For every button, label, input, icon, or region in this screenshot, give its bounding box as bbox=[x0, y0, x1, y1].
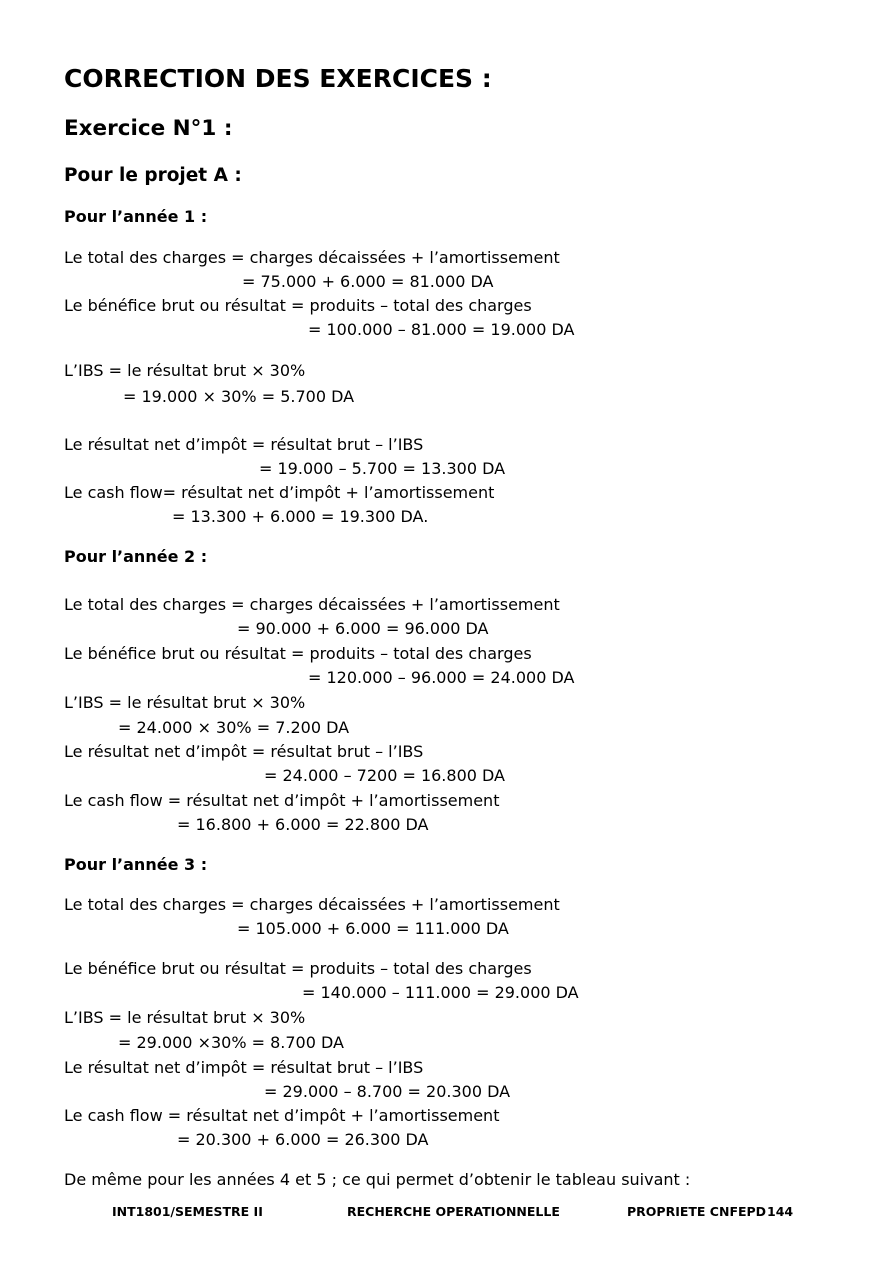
year3-net-result-calc: = 29.000 – 8.700 = 20.300 DA bbox=[264, 1082, 511, 1101]
project-heading: Pour le projet A : bbox=[64, 165, 242, 186]
year2-total-charges-calc: = 90.000 + 6.000 = 96.000 DA bbox=[237, 619, 489, 638]
year2-ibs: L’IBS = le résultat brut × 30% bbox=[64, 693, 306, 712]
year1-ibs: L’IBS = le résultat brut × 30% bbox=[64, 361, 306, 380]
year2-heading: Pour l’année 2 : bbox=[64, 547, 208, 566]
page-number: 144 bbox=[767, 1204, 794, 1219]
exercise-heading: Exercice N°1 : bbox=[64, 116, 233, 141]
year3-total-charges: Le total des charges = charges décaissées + l’amortissement bbox=[64, 895, 560, 914]
year2-total-charges: Le total des charges = charges décaissées + l’amortissement bbox=[64, 595, 560, 614]
year3-cash-flow: Le cash flow = résultat net d’impôt + l’amortissement bbox=[64, 1106, 500, 1125]
closing-sentence: De même pour les années 4 et 5 ; ce qui permet d’obtenir le tableau suivant : bbox=[64, 1170, 691, 1189]
year1-gross-profit-calc: = 100.000 – 81.000 = 19.000 DA bbox=[308, 320, 575, 339]
year2-net-result-calc: = 24.000 – 7200 = 16.800 DA bbox=[264, 766, 505, 785]
year3-gross-profit: Le bénéfice brut ou résultat = produits – total des charges bbox=[64, 959, 532, 978]
year1-total-charges: Le total des charges = charges décaissées + l’amortissement bbox=[64, 248, 560, 267]
year3-net-result: Le résultat net d’impôt = résultat brut – l’IBS bbox=[64, 1058, 424, 1077]
page-title: CORRECTION DES EXERCICES : bbox=[64, 64, 492, 93]
year2-cash-flow: Le cash flow = résultat net d’impôt + l’amortissement bbox=[64, 791, 500, 810]
year3-ibs: L’IBS = le résultat brut × 30% bbox=[64, 1008, 306, 1027]
year2-cash-flow-calc: = 16.800 + 6.000 = 22.800 DA bbox=[177, 815, 429, 834]
year3-gross-profit-calc: = 140.000 – 111.000 = 29.000 DA bbox=[302, 983, 579, 1002]
year1-net-result-calc: = 19.000 – 5.700 = 13.300 DA bbox=[259, 459, 506, 478]
year3-ibs-calc: = 29.000 ×30% = 8.700 DA bbox=[118, 1033, 344, 1052]
year3-cash-flow-calc: = 20.300 + 6.000 = 26.300 DA bbox=[177, 1130, 429, 1149]
year1-net-result: Le résultat net d’impôt = résultat brut – l’IBS bbox=[64, 435, 424, 454]
footer-subject: RECHERCHE OPERATIONNELLE bbox=[347, 1204, 560, 1219]
footer-course: INT1801/SEMESTRE II bbox=[112, 1204, 263, 1219]
year2-gross-profit: Le bénéfice brut ou résultat = produits – total des charges bbox=[64, 644, 532, 663]
year2-gross-profit-calc: = 120.000 – 96.000 = 24.000 DA bbox=[308, 668, 575, 687]
year3-total-charges-calc: = 105.000 + 6.000 = 111.000 DA bbox=[237, 919, 509, 938]
year2-ibs-calc: = 24.000 × 30% = 7.200 DA bbox=[118, 718, 350, 737]
year3-heading: Pour l’année 3 : bbox=[64, 855, 208, 874]
year1-total-charges-calc: = 75.000 + 6.000 = 81.000 DA bbox=[242, 272, 494, 291]
year1-cash-flow: Le cash flow= résultat net d’impôt + l’amortissement bbox=[64, 483, 495, 502]
year2-net-result: Le résultat net d’impôt = résultat brut – l’IBS bbox=[64, 742, 424, 761]
year1-heading: Pour l’année 1 : bbox=[64, 207, 208, 226]
year1-ibs-calc: = 19.000 × 30% = 5.700 DA bbox=[123, 387, 355, 406]
year1-cash-flow-calc: = 13.300 + 6.000 = 19.300 DA. bbox=[172, 507, 429, 526]
footer-owner: PROPRIETE CNFEPD bbox=[627, 1204, 767, 1219]
year1-gross-profit: Le bénéfice brut ou résultat = produits – total des charges bbox=[64, 296, 532, 315]
